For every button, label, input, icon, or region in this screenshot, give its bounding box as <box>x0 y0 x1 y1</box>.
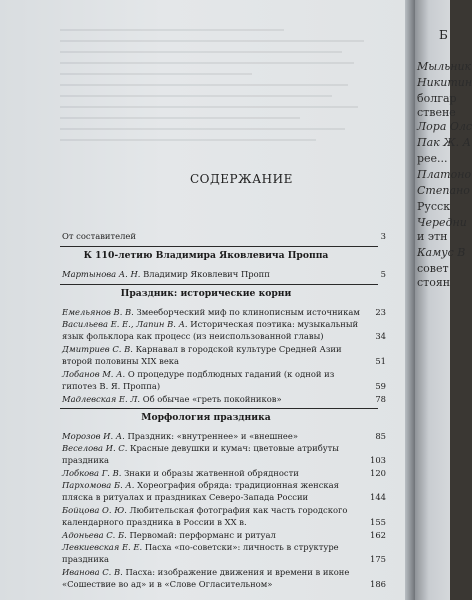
toc-entry <box>62 230 386 242</box>
toc-entry-page: 59 <box>375 381 386 391</box>
toc-entry-author: Дмитриев С. В. <box>62 344 133 354</box>
bleed-through-text <box>60 20 380 160</box>
toc-entry-page: 103 <box>370 455 386 465</box>
right-page-letter: Б <box>439 28 448 42</box>
toc-entry-page: 34 <box>375 331 386 341</box>
toc-entry-author: Иванова С. В. <box>62 567 123 577</box>
toc-entry-title: Пасха «по-советски»: личность в структуре праздника <box>62 542 339 564</box>
toc-entry <box>62 268 386 280</box>
toc-entry-page: 162 <box>370 530 386 540</box>
toc-entry-title: О процедуре подблюдных гаданий (к одной из гипотез В. Я. Проппа) <box>62 369 335 391</box>
toc-entry-title: Любительская фотография как часть городского календарного праздника в России в XX в. <box>62 505 348 527</box>
toc-entry-page: 51 <box>375 356 386 366</box>
toc-entry-title: Пасха: изображение движения и времени в иконе «Сошествие во ад» и в «Слове Огласительном» <box>62 567 350 589</box>
toc-entry <box>62 504 386 528</box>
toc-entry <box>62 467 386 479</box>
toc-entry-page: 186 <box>370 579 386 589</box>
toc-entry-title: Владимир Яковлевич Пропп <box>143 269 270 279</box>
section-rule <box>60 284 378 285</box>
toc-entry <box>62 529 386 541</box>
right-page-line: совет <box>417 262 449 275</box>
toc-entry-page: 23 <box>375 307 386 317</box>
toc-entry-author: Левкиевская Е. Е. <box>62 542 143 552</box>
toc-entry-page: 155 <box>370 517 386 527</box>
toc-entry <box>62 393 386 405</box>
right-page-line: Степано <box>417 184 470 197</box>
section-heading: К 110-летию Владимира Яковлевича Проппа <box>83 250 329 261</box>
toc-entry-author: Пархомова Б. А. <box>62 480 135 490</box>
toc-entry-author: Лобкова Г. В. <box>62 468 122 478</box>
toc-entry <box>62 368 386 392</box>
toc-entry-title: Праздник: «внутреннее» и «внешнее» <box>127 431 298 441</box>
toc-entry-page: 120 <box>370 468 386 478</box>
right-page-line: Лора Олс <box>417 120 472 133</box>
right-page-line: Никитин <box>417 76 472 89</box>
toc-entry-title: Хореография обряда: традиционная женская пляска в ритуалах и праздниках Северо-Запада России <box>62 480 339 502</box>
toc-entry-page: 175 <box>370 554 386 564</box>
right-page-line: ствене <box>417 106 456 119</box>
right-page-line: и этн <box>417 230 448 243</box>
toc-entry-author: Васильева Е. Е., Лапин В. А. <box>62 319 188 329</box>
toc-entry-author: Морозов И. А. <box>62 431 125 441</box>
toc-entry <box>62 318 386 342</box>
toc-entry-author: Веселова И. С. <box>62 443 128 453</box>
book-gutter <box>405 0 415 600</box>
toc-entry-title: Красные девушки и кумач: цветовые атрибуты праздника <box>62 443 339 465</box>
toc-entry <box>62 430 386 442</box>
toc-entry-author: Адоньева С. Б. <box>62 530 127 540</box>
toc-entry-page: 144 <box>370 492 386 502</box>
right-page-line: Мыльник <box>417 60 472 73</box>
toc-entry-author: Емельянов В. В. <box>62 307 134 317</box>
right-page-line: Чередни <box>417 216 467 229</box>
contents-heading: СОДЕРЖАНИЕ <box>190 172 293 186</box>
section-rule <box>60 246 378 247</box>
toc-entry-author: Лобанов М. А. <box>62 369 126 379</box>
toc-entry <box>62 306 386 318</box>
toc-entry-title: Знаки и образы жатвенной обрядности <box>124 468 299 478</box>
toc-entry-title: Карнавал в городской культуре Средней Азии второй половины XIX века <box>62 344 342 366</box>
toc-entry-title: Историческая поэтика: музыкальный язык фольклора как процесс (из неиспользованной главы) <box>62 319 359 341</box>
right-page-line: Пак Ж. А <box>417 136 471 149</box>
toc-entry-title: Об обычае «греть покойников» <box>142 394 282 404</box>
toc-entry-author: Бойцова О. Ю. <box>62 505 127 515</box>
toc-entry <box>62 566 386 590</box>
toc-entry-page: 85 <box>375 431 386 441</box>
toc-entry-title: Первомай: перформанс и ритуал <box>129 530 276 540</box>
toc-entry-page: 5 <box>380 269 386 279</box>
section-heading: Праздник: исторические корни <box>120 288 292 299</box>
section-rule <box>60 408 378 409</box>
toc-entry <box>62 541 386 565</box>
toc-entry-title: Змееборческий миф по клинописным источникам <box>136 307 360 317</box>
right-page-line: болгар <box>417 92 457 105</box>
right-page <box>415 0 472 600</box>
toc-entry-author: Мартынова А. Н. <box>62 269 141 279</box>
right-page-line: Платоно <box>417 168 472 181</box>
toc-entry-author: Мадлевская Е. Л. <box>62 394 141 404</box>
right-page-line: Камус В <box>417 246 466 259</box>
right-page-line: стоян <box>417 276 451 289</box>
toc-entry-page: 78 <box>375 394 386 404</box>
toc-entry-page: 3 <box>380 231 386 241</box>
toc-entry <box>62 343 386 367</box>
toc-entry-title: От составителей <box>62 231 136 241</box>
toc-entry <box>62 479 386 503</box>
right-page-line: Русск <box>417 200 451 213</box>
right-page-line: рее... <box>417 152 448 165</box>
toc-entry <box>62 442 386 466</box>
section-heading: Морфология праздника <box>141 412 271 423</box>
